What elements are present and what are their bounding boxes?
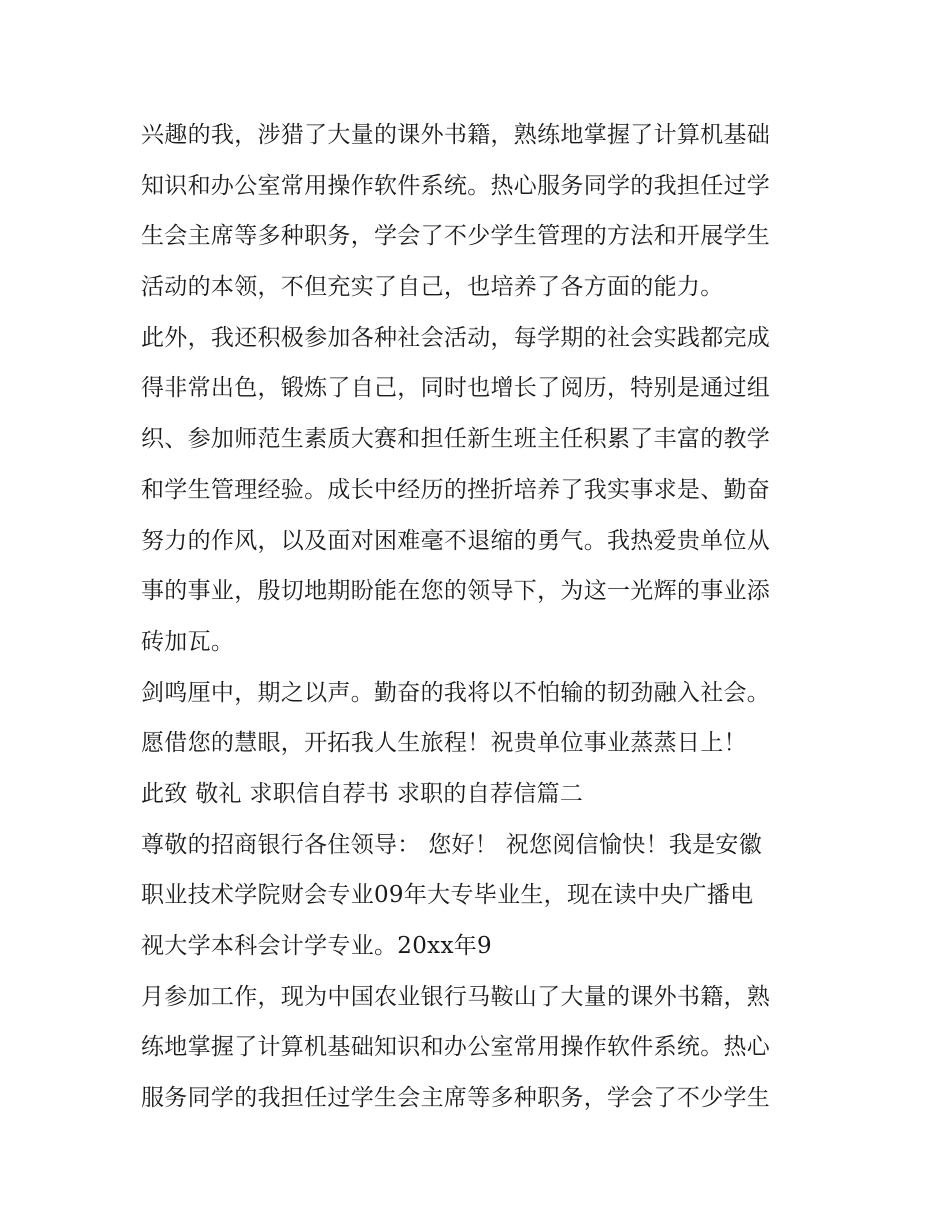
text-line-1: 兴趣的我，涉猎了大量的课外书籍，熟练地掌握了计算机基础 (141, 122, 771, 148)
text-line-20: 服务同学的我担任过学生会主席等多种职务，学会了不少学生 (141, 1085, 771, 1112)
text-line-6: 得非常出色，锻炼了自己，同时也增长了阅历，特别是通过组 (141, 375, 771, 402)
document-body (141, 110, 821, 1124)
text-line-7: 织、参加师范生素质大赛和担任新生班主任积累了丰富的教学 (141, 426, 771, 453)
text-line-12: 剑鸣厘中，期之以声。勤奋的我将以不怕输的韧劲融入社会。 (141, 679, 771, 706)
text-line-17: 视大学本科会计学专业。20xx年9 (141, 933, 492, 959)
text-line-16: 职业技术学院财会专业09年大专毕业生，现在读中央广播电 (141, 882, 754, 909)
text-line-10: 事的事业，殷切地期盼能在您的领导下，为这一光辉的事业添 (141, 578, 771, 605)
text-line-3: 生会主席等多种职务，学会了不少学生管理的方法和开展学生 (141, 223, 771, 250)
text-line-19: 练地掌握了计算机基础知识和办公室常用操作软件系统。热心 (141, 1034, 771, 1061)
text-line-14: 此致 敬礼 求职信自荐书 求职的自荐信篇二 (141, 780, 584, 807)
text-line-4: 活动的本领，不但充实了自己，也培养了各方面的能力。 (141, 274, 724, 301)
text-line-13: 愿借您的慧眼，开拓我人生旅程！祝贵单位事业蒸蒸日上！ (141, 730, 747, 757)
text-line-8: 和学生管理经验。成长中经历的挫折培养了我实事求是、勤奋 (141, 476, 771, 503)
text-line-15: 尊敬的招商银行各住领导： 您好！ 祝您阅信愉快！我是安徽 (141, 831, 763, 858)
text-line-18: 月参加工作，现为中国农业银行马鞍山了大量的课外书籍，熟 (141, 983, 771, 1010)
text-line-5: 此外，我还积极参加各种社会活动，每学期的社会实践都完成 (141, 324, 771, 351)
text-line-9: 努力的作风，以及面对困难毫不退缩的勇气。我热爱贵单位从 (141, 527, 771, 554)
text-line-2: 知识和办公室常用操作软件系统。热心服务同学的我担任过学 (141, 172, 771, 199)
text-line-11: 砖加瓦。 (141, 628, 235, 655)
